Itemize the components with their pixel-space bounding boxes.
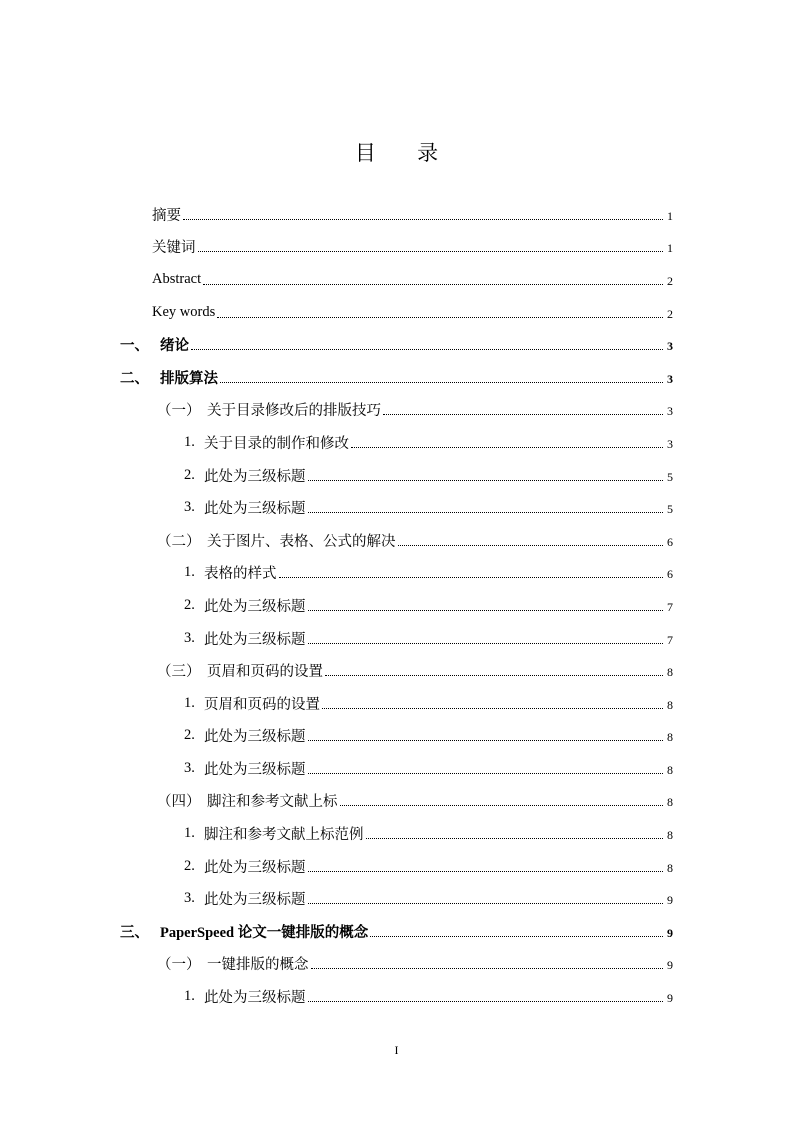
- toc-entry-page-number: 9: [667, 925, 673, 940]
- toc-entry-label: 此处为三级标题: [204, 631, 306, 648]
- toc-entry-number: 3.: [184, 629, 195, 646]
- toc-entry-page-number: 9: [667, 991, 673, 1006]
- toc-entry-page-number: 6: [667, 534, 673, 549]
- toc-entry-page-number: 7: [667, 599, 673, 614]
- toc-entry[interactable]: [0, 687, 793, 720]
- toc-entry-label: 摘要: [152, 207, 181, 224]
- toc-entry[interactable]: [0, 426, 793, 459]
- toc-entry-label: 关于目录的制作和修改: [204, 435, 349, 452]
- toc-entry-label: 关键词: [152, 240, 196, 257]
- toc-entry-label: 绪论: [160, 338, 189, 355]
- toc-entry-number: （二）: [157, 533, 201, 550]
- toc-entry-number: 三、: [120, 924, 149, 941]
- toc-entry[interactable]: [0, 296, 793, 329]
- toc-entry-page-number: 2: [667, 306, 673, 321]
- toc-entry-number: （一）: [157, 403, 201, 420]
- toc-entry-label: PaperSpeed 论文一键排版的概念: [160, 924, 369, 941]
- toc-dot-leader: [383, 414, 663, 415]
- toc-entry[interactable]: [0, 557, 793, 590]
- toc-entry-label: 脚注和参考文献上标范例: [204, 827, 364, 844]
- toc-entry-number: 1.: [184, 433, 195, 450]
- toc-entry-number: 3.: [184, 499, 195, 516]
- toc-entry[interactable]: [0, 948, 793, 981]
- toc-entry-label: 脚注和参考文献上标: [207, 794, 338, 811]
- toc-entry-label: 页眉和页码的设置: [204, 696, 320, 713]
- toc-entry-page-number: 1: [667, 208, 673, 223]
- toc-dot-leader: [308, 773, 664, 774]
- toc-entry-number: 2.: [184, 466, 195, 483]
- toc-entry-number: 3.: [184, 890, 195, 907]
- toc-entry-number: 1.: [184, 988, 195, 1005]
- toc-entry[interactable]: [0, 198, 793, 231]
- toc-dot-leader: [308, 512, 664, 513]
- toc-dot-leader: [340, 805, 664, 806]
- toc-dot-leader: [325, 675, 663, 676]
- toc-entry[interactable]: [0, 328, 793, 361]
- toc-dot-leader: [279, 577, 664, 578]
- toc-entry-number: 1.: [184, 694, 195, 711]
- toc-entry-page-number: 8: [667, 665, 673, 680]
- toc-dot-leader: [183, 219, 663, 220]
- toc-dot-leader: [366, 838, 664, 839]
- toc-entry[interactable]: [0, 491, 793, 524]
- toc-entry-page-number: 8: [667, 828, 673, 843]
- toc-entry-page-number: 7: [667, 632, 673, 647]
- toc-entry-label: 此处为三级标题: [204, 729, 306, 746]
- toc-entry-number: 2.: [184, 727, 195, 744]
- toc-dot-leader: [198, 251, 664, 252]
- toc-dot-leader: [308, 1001, 664, 1002]
- toc-entry[interactable]: [0, 752, 793, 785]
- toc-entry-label: 一键排版的概念: [207, 957, 309, 974]
- toc-entry-number: 1.: [184, 564, 195, 581]
- toc-entry[interactable]: [0, 231, 793, 264]
- toc-entry-label: 此处为三级标题: [204, 598, 306, 615]
- toc-entry-number: 2.: [184, 857, 195, 874]
- toc-entry[interactable]: [0, 361, 793, 394]
- toc-entry-number: 1.: [184, 825, 195, 842]
- toc-entry-number: （一）: [157, 957, 201, 974]
- footer-page-number: I: [394, 1043, 399, 1057]
- toc-dot-leader: [308, 643, 664, 644]
- toc-entry-label: Abstract: [152, 270, 202, 287]
- toc-list: [0, 198, 793, 1013]
- toc-entry-page-number: 8: [667, 762, 673, 777]
- toc-dot-leader: [191, 349, 663, 350]
- toc-dot-leader: [370, 936, 663, 937]
- toc-dot-leader: [203, 284, 663, 285]
- toc-entry-page-number: 5: [667, 502, 673, 517]
- toc-entry-page-number: 8: [667, 795, 673, 810]
- toc-entry[interactable]: [0, 817, 793, 850]
- toc-entry-page-number: 8: [667, 697, 673, 712]
- toc-entry[interactable]: [0, 980, 793, 1013]
- toc-entry-label: 此处为三级标题: [204, 761, 306, 778]
- toc-entry-page-number: 2: [667, 273, 673, 288]
- toc-entry-page-number: 6: [667, 567, 673, 582]
- toc-dot-leader: [308, 740, 664, 741]
- toc-entry-label: 此处为三级标题: [204, 859, 306, 876]
- toc-entry-page-number: 3: [667, 404, 673, 419]
- toc-entry[interactable]: [0, 524, 793, 557]
- toc-dot-leader: [217, 317, 663, 318]
- toc-entry-label: 表格的样式: [204, 566, 277, 583]
- toc-dot-leader: [311, 968, 664, 969]
- toc-entry[interactable]: [0, 589, 793, 622]
- toc-entry-page-number: 1: [667, 241, 673, 256]
- toc-entry-page-number: 9: [667, 958, 673, 973]
- toc-entry-label: 此处为三级标题: [204, 501, 306, 518]
- toc-entry-number: （三）: [157, 664, 201, 681]
- toc-entry[interactable]: [0, 915, 793, 948]
- toc-entry-number: 一、: [120, 338, 149, 355]
- page-footer: [0, 1043, 793, 1058]
- toc-entry[interactable]: [0, 622, 793, 655]
- toc-dot-leader: [322, 708, 663, 709]
- toc-entry-page-number: 5: [667, 469, 673, 484]
- toc-dot-leader: [220, 382, 663, 383]
- toc-entry-label: 关于目录修改后的排版技巧: [207, 403, 381, 420]
- toc-entry-page-number: 8: [667, 860, 673, 875]
- toc-dot-leader: [398, 545, 664, 546]
- toc-entry-number: （四）: [157, 794, 201, 811]
- toc-entry[interactable]: [0, 394, 793, 427]
- toc-dot-leader: [308, 871, 664, 872]
- toc-entry-label: 排版算法: [160, 370, 218, 387]
- toc-entry-label: 此处为三级标题: [204, 892, 306, 909]
- toc-dot-leader: [351, 447, 663, 448]
- toc-entry-page-number: 8: [667, 730, 673, 745]
- toc-entry[interactable]: [0, 850, 793, 883]
- toc-entry[interactable]: [0, 263, 793, 296]
- toc-entry[interactable]: [0, 882, 793, 915]
- toc-entry-label: Key words: [152, 303, 216, 320]
- toc-entry-page-number: 3: [667, 339, 673, 354]
- toc-dot-leader: [308, 480, 664, 481]
- toc-entry[interactable]: [0, 654, 793, 687]
- toc-entry-number: 2.: [184, 596, 195, 613]
- toc-entry-label: 此处为三级标题: [204, 990, 306, 1007]
- toc-entry[interactable]: [0, 785, 793, 818]
- toc-title: 目 录: [354, 141, 457, 165]
- toc-entry[interactable]: [0, 720, 793, 753]
- toc-entry-page-number: 3: [667, 436, 673, 451]
- toc-dot-leader: [308, 610, 664, 611]
- toc-dot-leader: [308, 903, 664, 904]
- toc-entry-number: 二、: [120, 370, 149, 387]
- toc-entry[interactable]: [0, 459, 793, 492]
- toc-entry-number: 3.: [184, 759, 195, 776]
- toc-entry-page-number: 9: [667, 893, 673, 908]
- toc-entry-label: 关于图片、表格、公式的解决: [207, 533, 396, 550]
- toc-entry-label: 页眉和页码的设置: [207, 664, 323, 681]
- toc-entry-page-number: 3: [667, 371, 673, 386]
- toc-entry-label: 此处为三级标题: [204, 468, 306, 485]
